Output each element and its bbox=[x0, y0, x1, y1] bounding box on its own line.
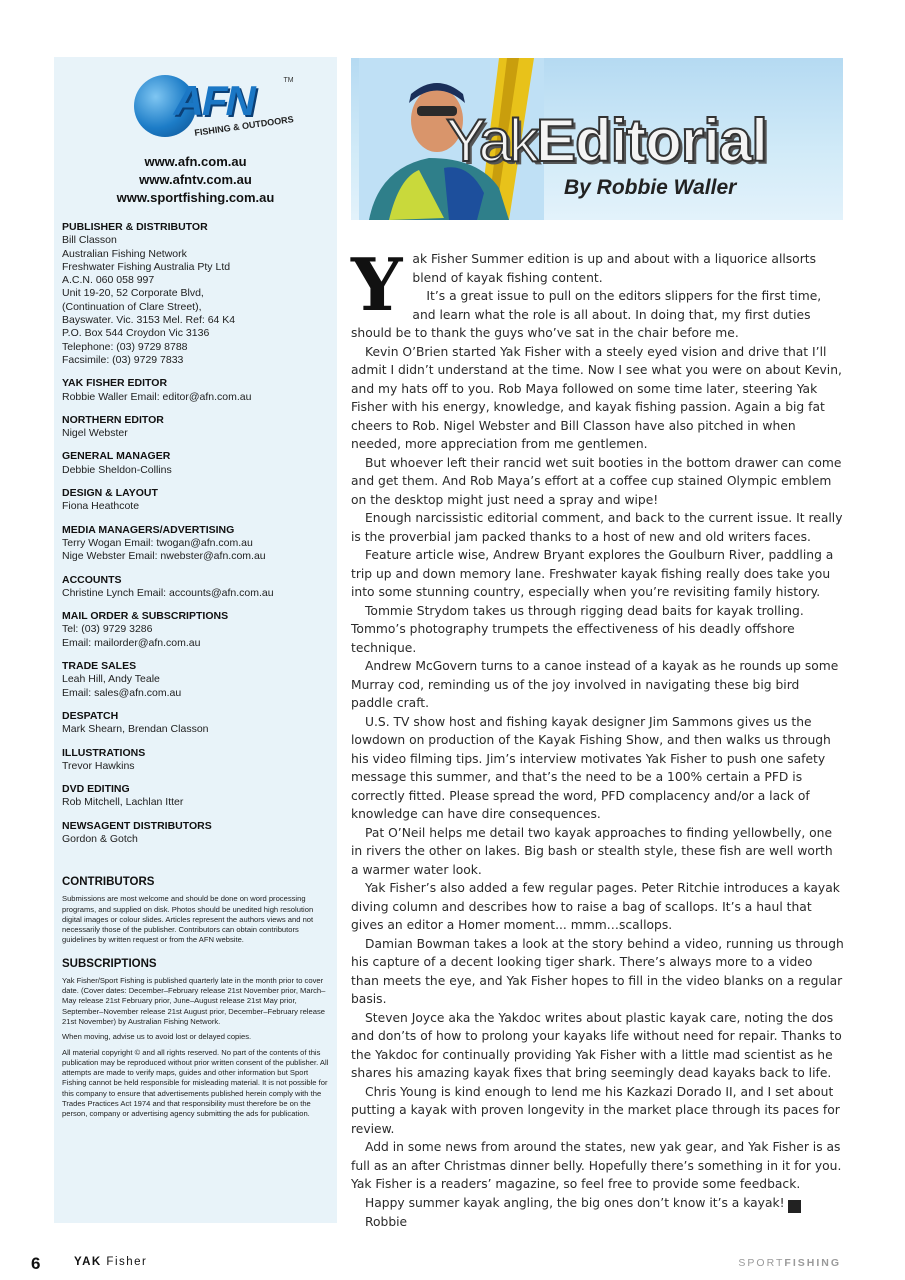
section-line[interactable]: Terry Wogan Email: twogan@afn.com.au bbox=[62, 536, 253, 549]
article-paragraph bbox=[351, 1194, 844, 1213]
staff-section bbox=[62, 414, 329, 441]
section-line: A.C.N. 060 058 997 bbox=[62, 274, 155, 287]
publication-name-bold: FISHING bbox=[784, 1257, 841, 1269]
section-heading: PUBLISHER & DISTRIBUTOR bbox=[62, 221, 208, 233]
paragraph-text: Yak Fisher’s also added a few regular pages. Peter Ritchie introduces a kayak diving column and describes how to raise a bag of scallops. It’s a haul that gives an editor a Homer moment... mmm…scallops. bbox=[351, 881, 840, 932]
staff-section bbox=[62, 524, 329, 564]
staff-section bbox=[62, 783, 329, 810]
section-heading: ACCOUNTS bbox=[62, 573, 122, 586]
article-paragraph bbox=[351, 1009, 844, 1083]
editorial-title bbox=[446, 106, 767, 176]
section-line: (Continuation of Clare Street), bbox=[62, 300, 202, 313]
article-paragraph bbox=[351, 824, 844, 880]
paragraph-text: Damian Bowman takes a look at the story behind a video, running us through his capture of a decent looking tiger shark. There’s always more to a video than meets the eye, and Yak Fisher hopes to fill in the video blanks on a regular basis. bbox=[351, 936, 844, 1006]
staff-section bbox=[62, 221, 329, 367]
section-line[interactable]: Email: sales@afn.com.au bbox=[62, 686, 182, 699]
subscriptions-heading: SUBSCRIPTIONS bbox=[62, 957, 157, 970]
contributors-text: Submissions are most welcome and should be done on word processing programs, and supplied on disk. Photos should be unedited high resolution digital images or colour slides. Articles represent the authors views and not necessarily those of the publisher. Contributors can obtain contributors guidelines by written request or from the AFN website. bbox=[62, 894, 314, 945]
article-paragraph: ak Fisher Summer edition is up and about with a liquorice allsorts blend of kayak fishing content. bbox=[412, 252, 816, 285]
title-editorial: Editorial bbox=[535, 107, 767, 174]
section-line: Trevor Hawkins bbox=[62, 759, 135, 772]
section-heading: YAK FISHER EDITOR bbox=[62, 377, 168, 390]
staff-section bbox=[62, 660, 329, 700]
section-heading: MEDIA MANAGERS/ADVERTISING bbox=[62, 523, 235, 536]
title-yak: Yak bbox=[446, 107, 536, 174]
signoff: Robbie bbox=[365, 1214, 408, 1229]
staff-sections bbox=[62, 221, 329, 846]
article-paragraph bbox=[351, 657, 844, 713]
paragraph-text: But whoever left their rancid wet suit booties in the bottom drawer can come and get them. And Rob Maya’s effort at a coffee cup stained Olympic emblem on the desktop might just need a spray and wipe! bbox=[351, 455, 842, 507]
afn-logo bbox=[96, 69, 296, 149]
paragraph-text: Pat O’Neil helps me detail two kayak approaches to finding yellowbelly, one in rivers the other on lakes. Big bash or stealth style, these fish are well worth a warmer water look. bbox=[351, 825, 833, 877]
article-paragraphs bbox=[351, 287, 844, 1213]
paragraph-text: It’s a great issue to pull on the editors slippers for the first time, and learn what the role is all about. In doing that, my first duties should be to thank the guys who’ve sat in the chair before me. bbox=[351, 289, 822, 340]
website-links bbox=[62, 153, 329, 207]
publication-name bbox=[738, 1257, 841, 1269]
paragraph-text: Steven Joyce aka the Yakdoc writes about plastic kayak care, noting the dos and don’ts of how to prolong your kayaks life without need for repair. Thanks to the Yakdoc for continually providing Yak Fisher with a little mad scientist as he shares his amazing kayak fixes that bring seemingly dead kayaks back to life. bbox=[351, 1010, 842, 1080]
magazine-name-bold: YAK bbox=[74, 1256, 102, 1268]
article-paragraph bbox=[351, 546, 844, 602]
staff-section bbox=[62, 377, 329, 404]
section-line[interactable]: Email: mailorder@afn.com.au bbox=[62, 636, 201, 649]
paragraph-text: Kevin O’Brien started Yak Fisher with a steely eyed vision and drive that I’ll admit I didn’t understand at the time. Now I see what you were on about Kevin, and my hats off to you. Rob Maya followed on some time later, steering Yak Fisher with his energy, knowledge, and kayak fishing passion. Again a big fat cheers to Rob. Nigel Webster and Bill Classon have also pitched in when needed, more appreciation from me gentlemen. bbox=[351, 344, 842, 451]
paragraph-text: Tommie Strydom takes us through rigging dead baits for kayak trolling. Tommo’s photography trumpets the effectiveness of his deadly offshore technique. bbox=[351, 603, 804, 655]
section-heading: GENERAL MANAGER bbox=[62, 450, 171, 463]
staff-section bbox=[62, 610, 329, 650]
section-line: Leah Hill, Andy Teale bbox=[62, 673, 160, 686]
article-paragraph bbox=[351, 343, 844, 454]
article-paragraph bbox=[351, 509, 844, 546]
section-line[interactable]: Christine Lynch Email: accounts@afn.com.au bbox=[62, 586, 274, 599]
drop-cap: Y bbox=[351, 242, 403, 327]
paragraph-text: Chris Young is kind enough to lend me his Kazkazi Dorado II, and I set about putting a kayak with proven longevity in the market place through its paces for review. bbox=[351, 1084, 840, 1136]
subscriptions-paragraph: When moving, advise us to avoid lost or delayed copies. bbox=[62, 1032, 252, 1042]
section-line: Nigel Webster bbox=[62, 427, 128, 440]
article-paragraph bbox=[351, 454, 844, 510]
section-heading: MAIL ORDER & SUBSCRIPTIONS bbox=[62, 610, 229, 623]
section-heading: ILLUSTRATIONS bbox=[62, 746, 146, 759]
paragraph-text: U.S. TV show host and fishing kayak designer Jim Sammons gives us the lowdown on production of the Kayak Fishing Show, and then walks us through his video filming tips. Jim’s interview motivates Yak Fisher to push one safety message this summer, and that’s the need to be a 100% certain a PFD is correctly fitted. Please spread the word, PFD complacency and/or a lack of knowledge can have dire consequences. bbox=[351, 714, 831, 821]
url-afntv[interactable]: www.afntv.com.au bbox=[139, 172, 252, 187]
magazine-name bbox=[74, 1256, 147, 1268]
section-line: Bill Classon bbox=[62, 234, 117, 247]
publication-name-light: SPORT bbox=[738, 1257, 785, 1269]
section-heading: DVD EDITING bbox=[62, 783, 130, 796]
masthead-sidebar bbox=[54, 57, 337, 1223]
article-paragraph bbox=[351, 935, 844, 1009]
editorial-article bbox=[351, 242, 844, 1231]
article-paragraph bbox=[351, 287, 844, 343]
magazine-name-rest: Fisher bbox=[101, 1256, 148, 1268]
page-number: 6 bbox=[31, 1254, 41, 1273]
url-afn[interactable]: www.afn.com.au bbox=[144, 154, 247, 169]
staff-section bbox=[62, 820, 329, 847]
staff-section bbox=[62, 450, 329, 477]
staff-section bbox=[62, 574, 329, 601]
section-line: Debbie Sheldon-Collins bbox=[62, 463, 172, 476]
article-paragraph bbox=[351, 713, 844, 824]
section-line: Mark Shearn, Brendan Classon bbox=[62, 723, 209, 736]
paragraph-text: Enough narcissistic editorial comment, and back to the current issue. It really is the proverbial jam packed thanks to a host of new and old writers faces. bbox=[351, 511, 843, 544]
article-paragraph bbox=[351, 1138, 844, 1194]
section-line: Fiona Heathcote bbox=[62, 500, 140, 513]
section-line: P.O. Box 544 Croydon Vic 3136 bbox=[62, 327, 210, 340]
end-mark-icon: YF bbox=[788, 1200, 801, 1213]
subscriptions-paragraph: Yak Fisher/Sport Fishing is published quarterly late in the month prior to cover date. (Cover dates: December–February release 21st November prior, March–May release 21st February prior, June–August release 21st May prior, September–November release 21st August prior, December–February release 21st November) by Australian Fishing Network. bbox=[62, 975, 326, 1026]
section-line: Facsimile: (03) 9729 7833 bbox=[62, 353, 184, 366]
logo-text: AFN bbox=[173, 77, 254, 124]
paragraph-text: Happy summer kayak angling, the big ones don’t know it’s a kayak! bbox=[365, 1195, 785, 1210]
section-line: Bayswater. Vic. 3153 Mel. Ref: 64 K4 bbox=[62, 314, 236, 327]
staff-section bbox=[62, 747, 329, 774]
section-line: Tel: (03) 9729 3286 bbox=[62, 623, 153, 636]
paragraph-text: Feature article wise, Andrew Bryant explores the Goulburn River, paddling a trip up and down memory lane. Freshwater kayak fishing really does take you into some stunning country, especially when you’re revisiting family history. bbox=[351, 548, 834, 599]
paragraph-text: Add in some news from around the states, new yak gear, and Yak Fisher is as full as an after Christmas dinner belly. Hopefully there’s something in it for you. Yak Fisher is a readers’ magazine, so feel free to provide some feedback. bbox=[351, 1140, 842, 1191]
section-heading: DESIGN & LAYOUT bbox=[62, 487, 158, 500]
subscriptions-paragraph: All material copyright © and all rights reserved. No part of the contents of this publication may be reproduced without prior written consent of the publisher. All attempts are made to verify maps, guides and other information but Sport Fishing cannot be held responsible for misleading material. It is not possible for this company to ensure that advertisements published herein comply with the Trades Practices Act 1974 and that responsibility must therefore be on the person, company or advertising agency submitting the ads for publication. bbox=[62, 1047, 329, 1119]
logo-tagline: FISHING & OUTDOORS bbox=[193, 114, 294, 138]
section-line: Unit 19-20, 52 Corporate Blvd, bbox=[62, 287, 204, 300]
section-line[interactable]: Nige Webster Email: nwebster@afn.com.au bbox=[62, 550, 266, 563]
subscriptions-text bbox=[62, 976, 329, 1120]
article-paragraph bbox=[351, 879, 844, 935]
section-heading: NEWSAGENT DISTRIBUTORS bbox=[62, 819, 212, 832]
section-heading: DESPATCH bbox=[62, 709, 119, 722]
staff-section bbox=[62, 487, 329, 514]
section-heading: NORTHERN EDITOR bbox=[62, 413, 164, 426]
logo-trademark: TM bbox=[283, 77, 294, 84]
section-line: Telephone: (03) 9729 8788 bbox=[62, 340, 188, 353]
contributors-heading: CONTRIBUTORS bbox=[62, 876, 155, 889]
article-paragraph bbox=[351, 602, 844, 658]
section-heading: TRADE SALES bbox=[62, 660, 137, 673]
article-paragraph bbox=[351, 1083, 844, 1139]
byline: By Robbie Waller bbox=[564, 176, 737, 199]
editorial-banner bbox=[351, 58, 843, 220]
section-line: Freshwater Fishing Australia Pty Ltd bbox=[62, 260, 231, 273]
section-line: Gordon & Gotch bbox=[62, 832, 138, 845]
section-line[interactable]: Robbie Waller Email: editor@afn.com.au bbox=[62, 390, 252, 403]
section-line: Australian Fishing Network bbox=[62, 247, 187, 260]
paragraph-text: Andrew McGovern turns to a canoe instead of a kayak as he rounds up some Murray cod, reminding us of the joy involved in navigating these big bird paddle craft. bbox=[351, 659, 839, 710]
url-sportfishing[interactable]: www.sportfishing.com.au bbox=[116, 190, 275, 205]
section-line: Rob Mitchell, Lachlan Itter bbox=[62, 796, 184, 809]
staff-section bbox=[62, 710, 329, 737]
